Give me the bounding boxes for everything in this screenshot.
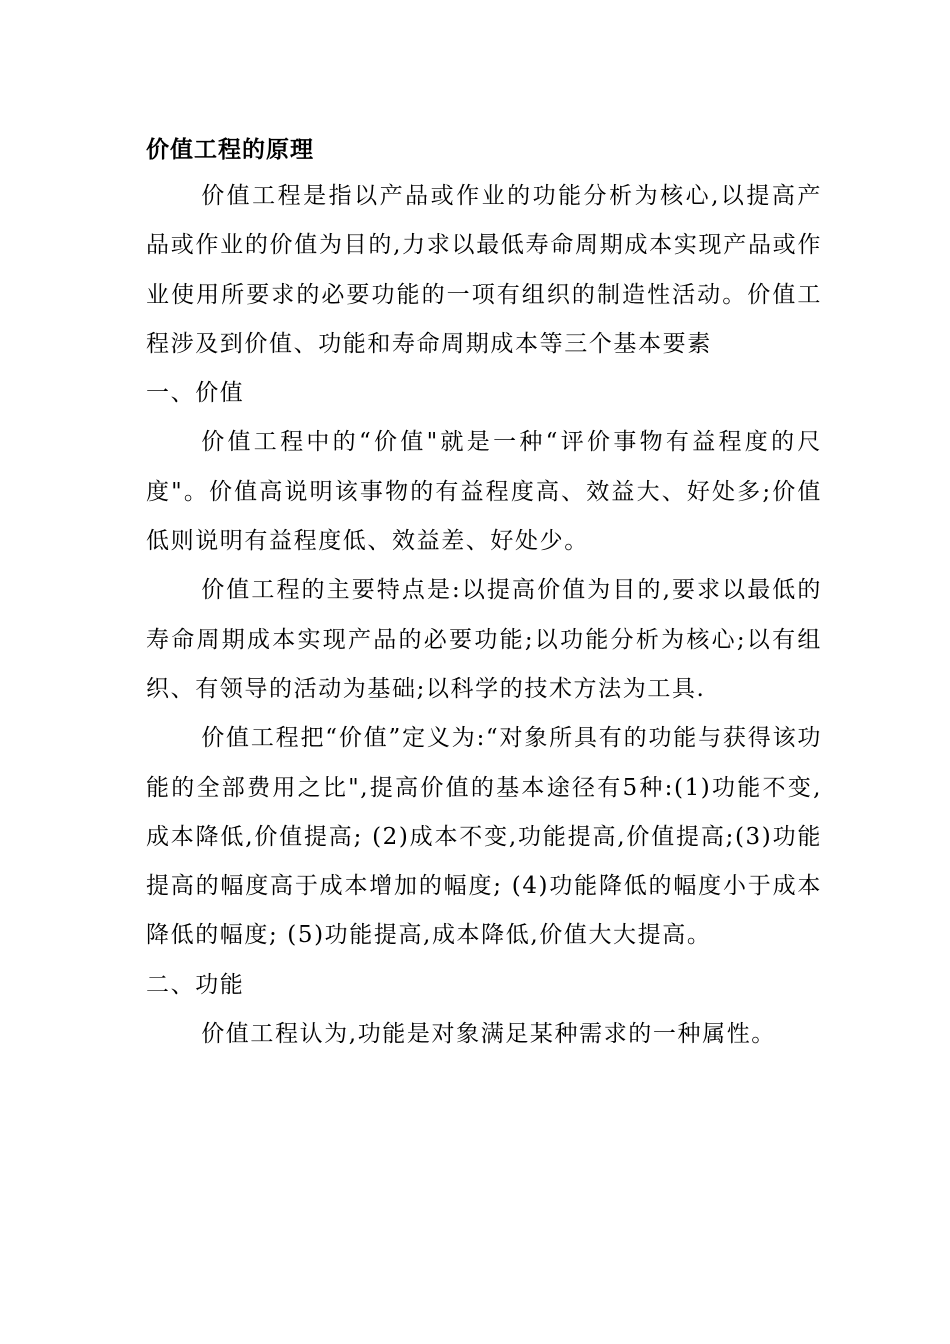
function-definition-paragraph: 价值工程认为,功能是对象满足某种需求的一种属性。 bbox=[201, 1021, 776, 1048]
value-features-paragraph: 价值工程的主要特点是:以提高价值为目的,要求以最低的寿命周期成本实现产品的必要功能;以功能分析为核心;以有组织、有领导的活动为基础;以科学的技术方法为工具. bbox=[146, 577, 822, 702]
value-improvement-paragraph: 价值工程把“价值”定义为:“对象所具有的功能与获得该功能的全部费用之比",提高价值的基本途径有5种:(1)功能不变,成本降低,价值提高; (2)成本不变,功能提高,价值提高;(3)功能提高的幅度高于成本增加的幅度; (4)功能降低的幅度小于成本降低的幅度; (5)功能提高,成本降低,价值大大提高。 bbox=[146, 725, 822, 949]
document-title: 价值工程的原理 bbox=[146, 136, 314, 163]
section-heading-function: 二、功能 bbox=[146, 971, 245, 998]
document-body bbox=[146, 128, 822, 1059]
section-heading-value: 一、价值 bbox=[146, 380, 245, 407]
value-definition-paragraph: 价值工程中的“价值"就是一种“评价事物有益程度的尺度"。价值高说明该事物的有益程度高、效益大、好处多;价值低则说明有益程度低、效益差、好处少。 bbox=[146, 429, 822, 555]
intro-paragraph: 价值工程是指以产品或作业的功能分析为核心,以提高产品或作业的价值为目的,力求以最低寿命周期成本实现产品或作业使用所要求的必要功能的一项有组织的制造性活动。价值工程涉及到价值、功能和寿命周期成本等三个基本要素 bbox=[146, 183, 822, 357]
